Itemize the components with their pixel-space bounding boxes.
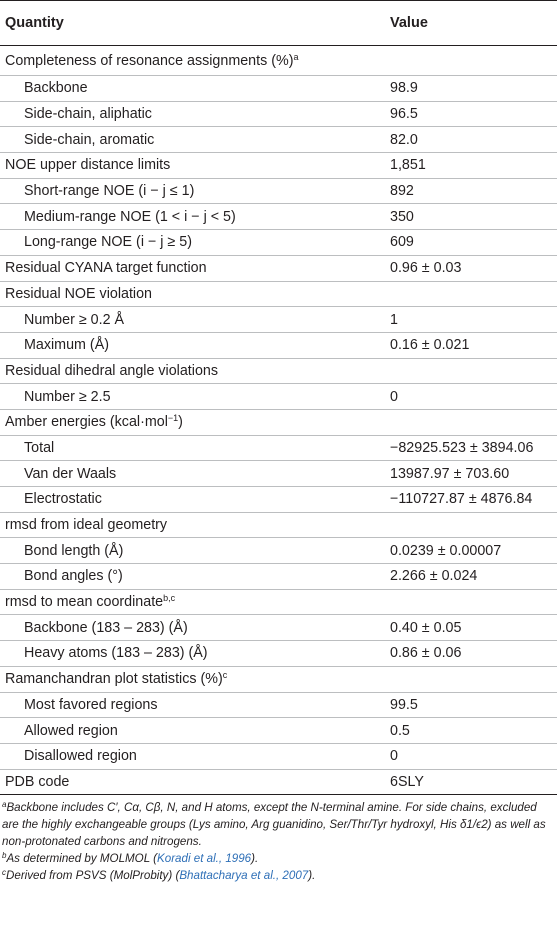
quantity-cell	[0, 435, 387, 461]
table-row	[0, 409, 557, 435]
value-cell	[387, 409, 557, 435]
quantity-label: Disallowed region	[24, 748, 137, 765]
table-row	[0, 666, 557, 692]
quantity-cell	[0, 487, 387, 513]
quantity-cell	[0, 589, 387, 615]
quantity-cell	[0, 46, 387, 76]
value-cell: 0.16 ± 0.021	[387, 332, 557, 358]
table-row	[0, 332, 557, 358]
footnote-mark: b	[2, 851, 7, 861]
table-row	[0, 564, 557, 590]
table-row	[0, 127, 557, 153]
quantity-label: Backbone	[24, 80, 88, 97]
quantity-label: Short-range NOE (i − j ≤ 1)	[24, 183, 195, 200]
quantity-cell	[0, 615, 387, 641]
quantity-cell	[0, 538, 387, 564]
table-row	[0, 384, 557, 410]
quantity-label: Heavy atoms (183 – 283) (Å)	[24, 645, 208, 662]
quantity-label: Side-chain, aliphatic	[24, 106, 152, 123]
value-cell: 0.5	[387, 718, 557, 744]
quantity-cell	[0, 692, 387, 718]
quantity-label: Backbone (183 – 283) (Å)	[24, 619, 188, 636]
value-cell: 98.9	[387, 76, 557, 102]
quantity-label: PDB code	[5, 773, 70, 790]
footnote-text: ).	[308, 869, 316, 883]
quantity-label: Bond angles (°)	[24, 568, 123, 585]
footnote-text: As determined by MOLMOL (	[6, 852, 158, 866]
footnote-text: Derived from PSVS (MolProbity) (	[6, 869, 180, 883]
table-row	[0, 101, 557, 127]
quantity-cell	[0, 409, 387, 435]
quantity-cell	[0, 384, 387, 410]
value-cell: −110727.87 ± 4876.84	[387, 487, 557, 513]
quantity-label: Residual CYANA target function	[5, 260, 207, 277]
quantity-cell	[0, 564, 387, 590]
value-cell: 0.96 ± 0.03	[387, 255, 557, 281]
table-row	[0, 615, 557, 641]
quantity-cell	[0, 255, 387, 281]
table-row	[0, 307, 557, 333]
value-cell: 0.86 ± 0.06	[387, 641, 557, 667]
table-row	[0, 178, 557, 204]
value-cell: 0.0239 ± 0.00007	[387, 538, 557, 564]
quantity-cell	[0, 127, 387, 153]
quantity-cell	[0, 230, 387, 256]
value-cell: 892	[387, 178, 557, 204]
footnote-c	[2, 867, 555, 884]
quantity-cell	[0, 512, 387, 538]
table-row	[0, 204, 557, 230]
table-row	[0, 358, 557, 384]
quantity-cell	[0, 769, 387, 795]
quantity-label: Long-range NOE (i − j ≥ 5)	[24, 234, 192, 251]
value-cell: 0.40 ± 0.05	[387, 615, 557, 641]
table-row	[0, 76, 557, 102]
quantity-label: Allowed region	[24, 722, 118, 739]
value-cell: 96.5	[387, 101, 557, 127]
quantity-label: Number ≥ 2.5	[24, 388, 111, 405]
table-header-row	[0, 1, 557, 46]
quantity-label: Medium-range NOE (1 < i − j < 5)	[24, 208, 236, 225]
table-row	[0, 255, 557, 281]
superscript: b,c	[163, 593, 176, 604]
quantity-label: Ramanchandran plot statistics (%)	[5, 671, 223, 688]
superscript: c	[222, 670, 228, 681]
footnote-b	[2, 850, 555, 867]
value-cell	[387, 281, 557, 307]
citation-link-koradi[interactable]: Koradi et al., 1996	[157, 852, 252, 866]
quantity-cell	[0, 461, 387, 487]
quantity-label: Bond length (Å)	[24, 542, 124, 559]
footnote-a	[2, 799, 555, 850]
footnotes	[0, 795, 557, 884]
value-cell: 99.5	[387, 692, 557, 718]
value-cell: −82925.523 ± 3894.06	[387, 435, 557, 461]
quantity-label: rmsd to mean coordinate	[5, 594, 164, 611]
table-row	[0, 512, 557, 538]
value-cell: 350	[387, 204, 557, 230]
quantity-label: rmsd from ideal geometry	[5, 517, 168, 534]
quantity-label: Residual dihedral angle violations	[5, 362, 219, 379]
table-row	[0, 281, 557, 307]
value-cell	[387, 358, 557, 384]
quantity-cell	[0, 178, 387, 204]
table-row	[0, 641, 557, 667]
quantity-label: Residual NOE violation	[5, 285, 153, 302]
citation-link-bhattacharya[interactable]: Bhattacharya et al., 2007	[179, 869, 309, 883]
quantity-cell	[0, 307, 387, 333]
table-row	[0, 538, 557, 564]
quantity-label: Total	[24, 439, 55, 456]
footnote-text: Backbone includes C′, Cα, Cβ, N, and H atoms, except the N-terminal amine. For side chains, excluded are the highly exchangeable groups (Lys amino, Arg guanidino, Ser/Thr/Tyr hydroxyl, His δ1/ϵ2) as well as non-protonated carbons and nitrogens.	[2, 801, 546, 849]
column-header-value: Value	[387, 1, 557, 46]
quantity-label: Van der Waals	[24, 465, 117, 482]
value-cell: 82.0	[387, 127, 557, 153]
quantity-label-tail: )	[178, 414, 183, 431]
value-cell: 2.266 ± 0.024	[387, 564, 557, 590]
table-row	[0, 769, 557, 795]
quantity-label: Most favored regions	[24, 696, 158, 713]
value-cell: 0	[387, 384, 557, 410]
footnote-text: ).	[251, 852, 259, 866]
value-cell	[387, 589, 557, 615]
value-cell: 0	[387, 743, 557, 769]
quantity-cell	[0, 718, 387, 744]
footnote-mark: a	[2, 800, 7, 810]
quantity-cell	[0, 76, 387, 102]
table-row	[0, 487, 557, 513]
value-cell: 609	[387, 230, 557, 256]
value-cell	[387, 512, 557, 538]
quantity-cell	[0, 204, 387, 230]
value-cell	[387, 666, 557, 692]
quantity-label: Maximum (Å)	[24, 337, 109, 354]
table-row	[0, 692, 557, 718]
value-cell: 1,851	[387, 153, 557, 179]
superscript: −1	[167, 413, 179, 424]
footnote-mark: c	[2, 868, 6, 878]
quantity-label: Amber energies (kcal·mol	[5, 414, 168, 431]
table-row	[0, 153, 557, 179]
column-header-quantity: Quantity	[0, 1, 387, 46]
quantity-label: Number ≥ 0.2 Å	[24, 311, 125, 328]
table-row	[0, 718, 557, 744]
table-row	[0, 435, 557, 461]
quantity-cell	[0, 743, 387, 769]
quantity-cell	[0, 641, 387, 667]
quantity-label: NOE upper distance limits	[5, 157, 171, 174]
quantity-cell	[0, 153, 387, 179]
table-row	[0, 743, 557, 769]
table-body	[0, 46, 557, 795]
table-row	[0, 589, 557, 615]
quantity-cell	[0, 358, 387, 384]
table-row	[0, 461, 557, 487]
quantity-label: Side-chain, aromatic	[24, 131, 155, 148]
quantity-label: Electrostatic	[24, 491, 102, 508]
value-cell: 6SLY	[387, 769, 557, 795]
value-cell	[387, 46, 557, 76]
quantity-label: Completeness of resonance assignments (%)	[5, 52, 294, 69]
quantity-cell	[0, 101, 387, 127]
quantity-cell	[0, 666, 387, 692]
table-row	[0, 46, 557, 76]
value-cell: 1	[387, 307, 557, 333]
table-row	[0, 230, 557, 256]
quantity-cell	[0, 332, 387, 358]
value-cell: 13987.97 ± 703.60	[387, 461, 557, 487]
superscript: a	[293, 51, 299, 62]
quantity-cell	[0, 281, 387, 307]
